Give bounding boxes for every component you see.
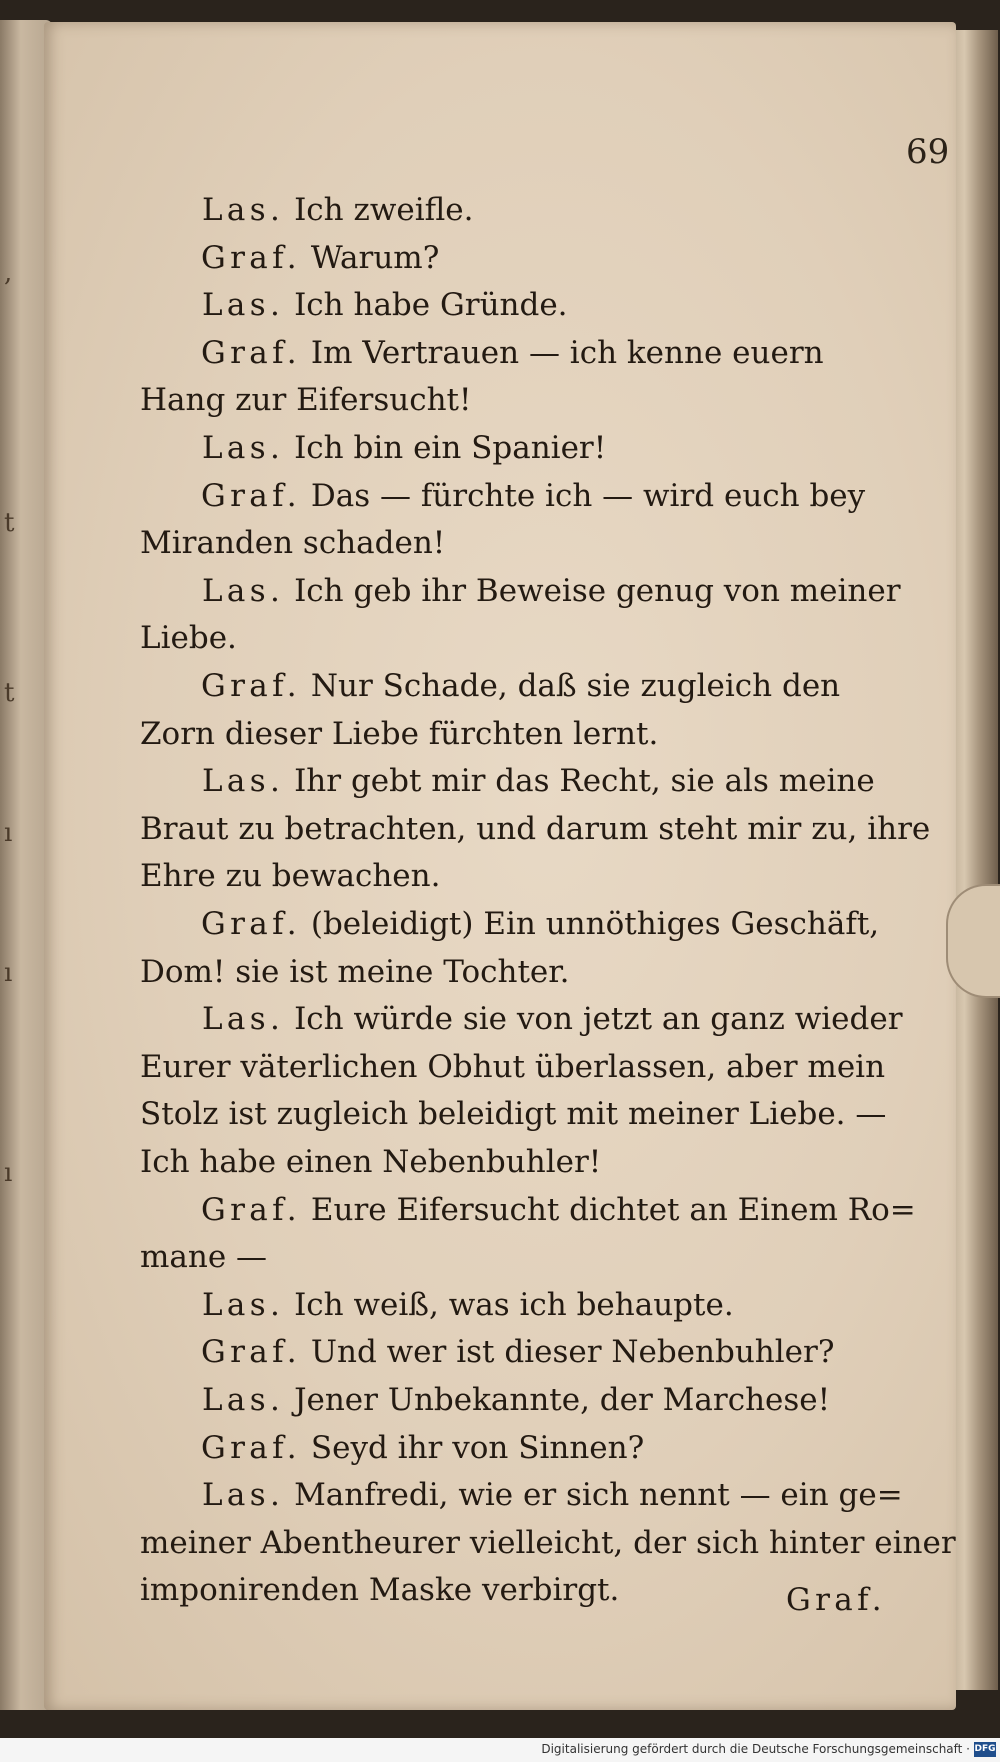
line-text: mane — <box>140 1239 268 1276</box>
text-line <box>140 1096 886 1132</box>
text-line <box>201 478 865 514</box>
text-line <box>140 525 445 561</box>
line-text: Im Vertrauen — ich kenne euern <box>310 334 824 371</box>
line-text: Ich habe einen Nebenbuhler! <box>140 1144 602 1180</box>
text-line <box>140 1049 885 1085</box>
line-text: Nur Schade, daß sie zugleich den <box>310 668 841 704</box>
text-line <box>201 1430 644 1466</box>
text-line <box>202 430 606 466</box>
speaker-label: Las. <box>202 1001 285 1038</box>
line-text: (beleidigt) Ein unnöthiges Geschäft, <box>310 906 880 942</box>
speaker-label: Graf. <box>201 1334 301 1371</box>
speaker-label: Las. <box>202 1286 285 1323</box>
line-text: Zorn dieser Liebe fürchten lernt. <box>140 715 659 752</box>
text-line <box>202 1001 903 1037</box>
text-line <box>140 716 658 752</box>
line-text: imponirenden Maske verbirgt. <box>140 1572 620 1609</box>
line-text: Jener Unbekannte, der Marchese! <box>294 1382 831 1418</box>
line-text: Miranden schaden! <box>140 525 446 562</box>
text-line <box>202 573 901 609</box>
line-text: Warum? <box>310 239 440 276</box>
line-text: Manfredi, wie er sich nennt — ein ge= <box>294 1477 903 1514</box>
line-text: Das — fürchte ich — wird euch bey <box>310 477 866 514</box>
text-line <box>201 335 824 371</box>
line-text: meiner Abentheurer vielleicht, der sich hinter einer <box>140 1524 956 1561</box>
speaker-label: Graf. <box>201 239 301 276</box>
line-text: Eure Eifersucht dichtet an Einem Ro= <box>310 1191 916 1228</box>
page-stack-edge <box>950 30 998 1690</box>
line-text: Braut zu betrachten, und darum steht mir zu, ihre <box>140 810 931 847</box>
speaker-label: Graf. <box>201 477 301 514</box>
text-line <box>202 287 568 323</box>
text-line <box>140 858 440 894</box>
page-text <box>44 22 956 1710</box>
line-text: Und wer ist dieser Nebenbuhler? <box>310 1334 835 1371</box>
dfg-logo: DFG <box>974 1742 996 1757</box>
speaker-label: Las. <box>202 1382 285 1418</box>
line-text: Ich geb ihr Beweise genug von meiner <box>294 572 901 609</box>
speaker-label: Graf. <box>201 1191 301 1228</box>
page-number: 69 <box>906 132 950 172</box>
line-text: Dom! sie ist meine Tochter. <box>140 953 570 990</box>
text-line <box>201 1192 916 1228</box>
footer-bar <box>0 1738 1000 1762</box>
speaker-label: Las. <box>202 192 285 228</box>
text-line <box>202 763 875 799</box>
left-page-edge: , t t ı ı ı <box>0 20 52 1710</box>
text-line <box>140 1239 267 1275</box>
line-text: Ich würde sie von jetzt an ganz wieder <box>294 1001 903 1038</box>
text-line <box>202 1287 734 1323</box>
text-line <box>140 1525 956 1561</box>
speaker-label: Graf. <box>201 1429 301 1466</box>
speaker-label: Las. <box>202 287 285 324</box>
line-text: Eurer väterlichen Obhut überlassen, aber mein <box>140 1048 886 1085</box>
speaker-label: Las. <box>202 1477 285 1514</box>
speaker-label: Las. <box>202 763 285 800</box>
speaker-label: Las. <box>202 430 285 466</box>
line-text: Ich bin ein Spanier! <box>294 430 607 466</box>
text-line <box>202 1477 903 1513</box>
speaker-label: Las. <box>202 572 285 609</box>
line-text: Ich zweifle. <box>294 192 474 228</box>
catchword: Graf. <box>786 1582 886 1618</box>
speaker-label: Graf. <box>201 906 301 942</box>
line-text: Hang zur Eifersucht! <box>140 382 472 419</box>
text-line <box>140 954 570 990</box>
line-text: Ihr gebt mir das Recht, sie als meine <box>294 763 875 800</box>
text-line <box>140 811 930 847</box>
speaker-label: Graf. <box>201 668 301 704</box>
line-text: Ich habe Gründe. <box>294 287 568 324</box>
line-text: Stolz ist zugleich beleidigt mit meiner Liebe. — <box>140 1096 887 1133</box>
text-line <box>201 1334 834 1370</box>
text-line <box>140 382 471 418</box>
line-text: Ich weiß, was ich behaupte. <box>294 1286 734 1323</box>
speaker-label: Graf. <box>201 334 301 371</box>
line-text: Liebe. <box>140 620 237 657</box>
text-line <box>201 906 879 942</box>
line-text: Ehre zu bewachen. <box>140 858 441 895</box>
line-text: Seyd ihr von Sinnen? <box>310 1429 645 1466</box>
text-line <box>140 620 237 656</box>
book-page <box>44 22 956 1710</box>
text-line <box>201 668 840 704</box>
text-line <box>140 1572 619 1608</box>
text-line <box>202 192 474 228</box>
text-line <box>201 240 439 276</box>
footer-credit: Digitalisierung gefördert durch die Deutsche Forschungsgemeinschaft · <box>541 1742 970 1756</box>
text-line <box>140 1144 601 1180</box>
text-line <box>202 1382 830 1418</box>
